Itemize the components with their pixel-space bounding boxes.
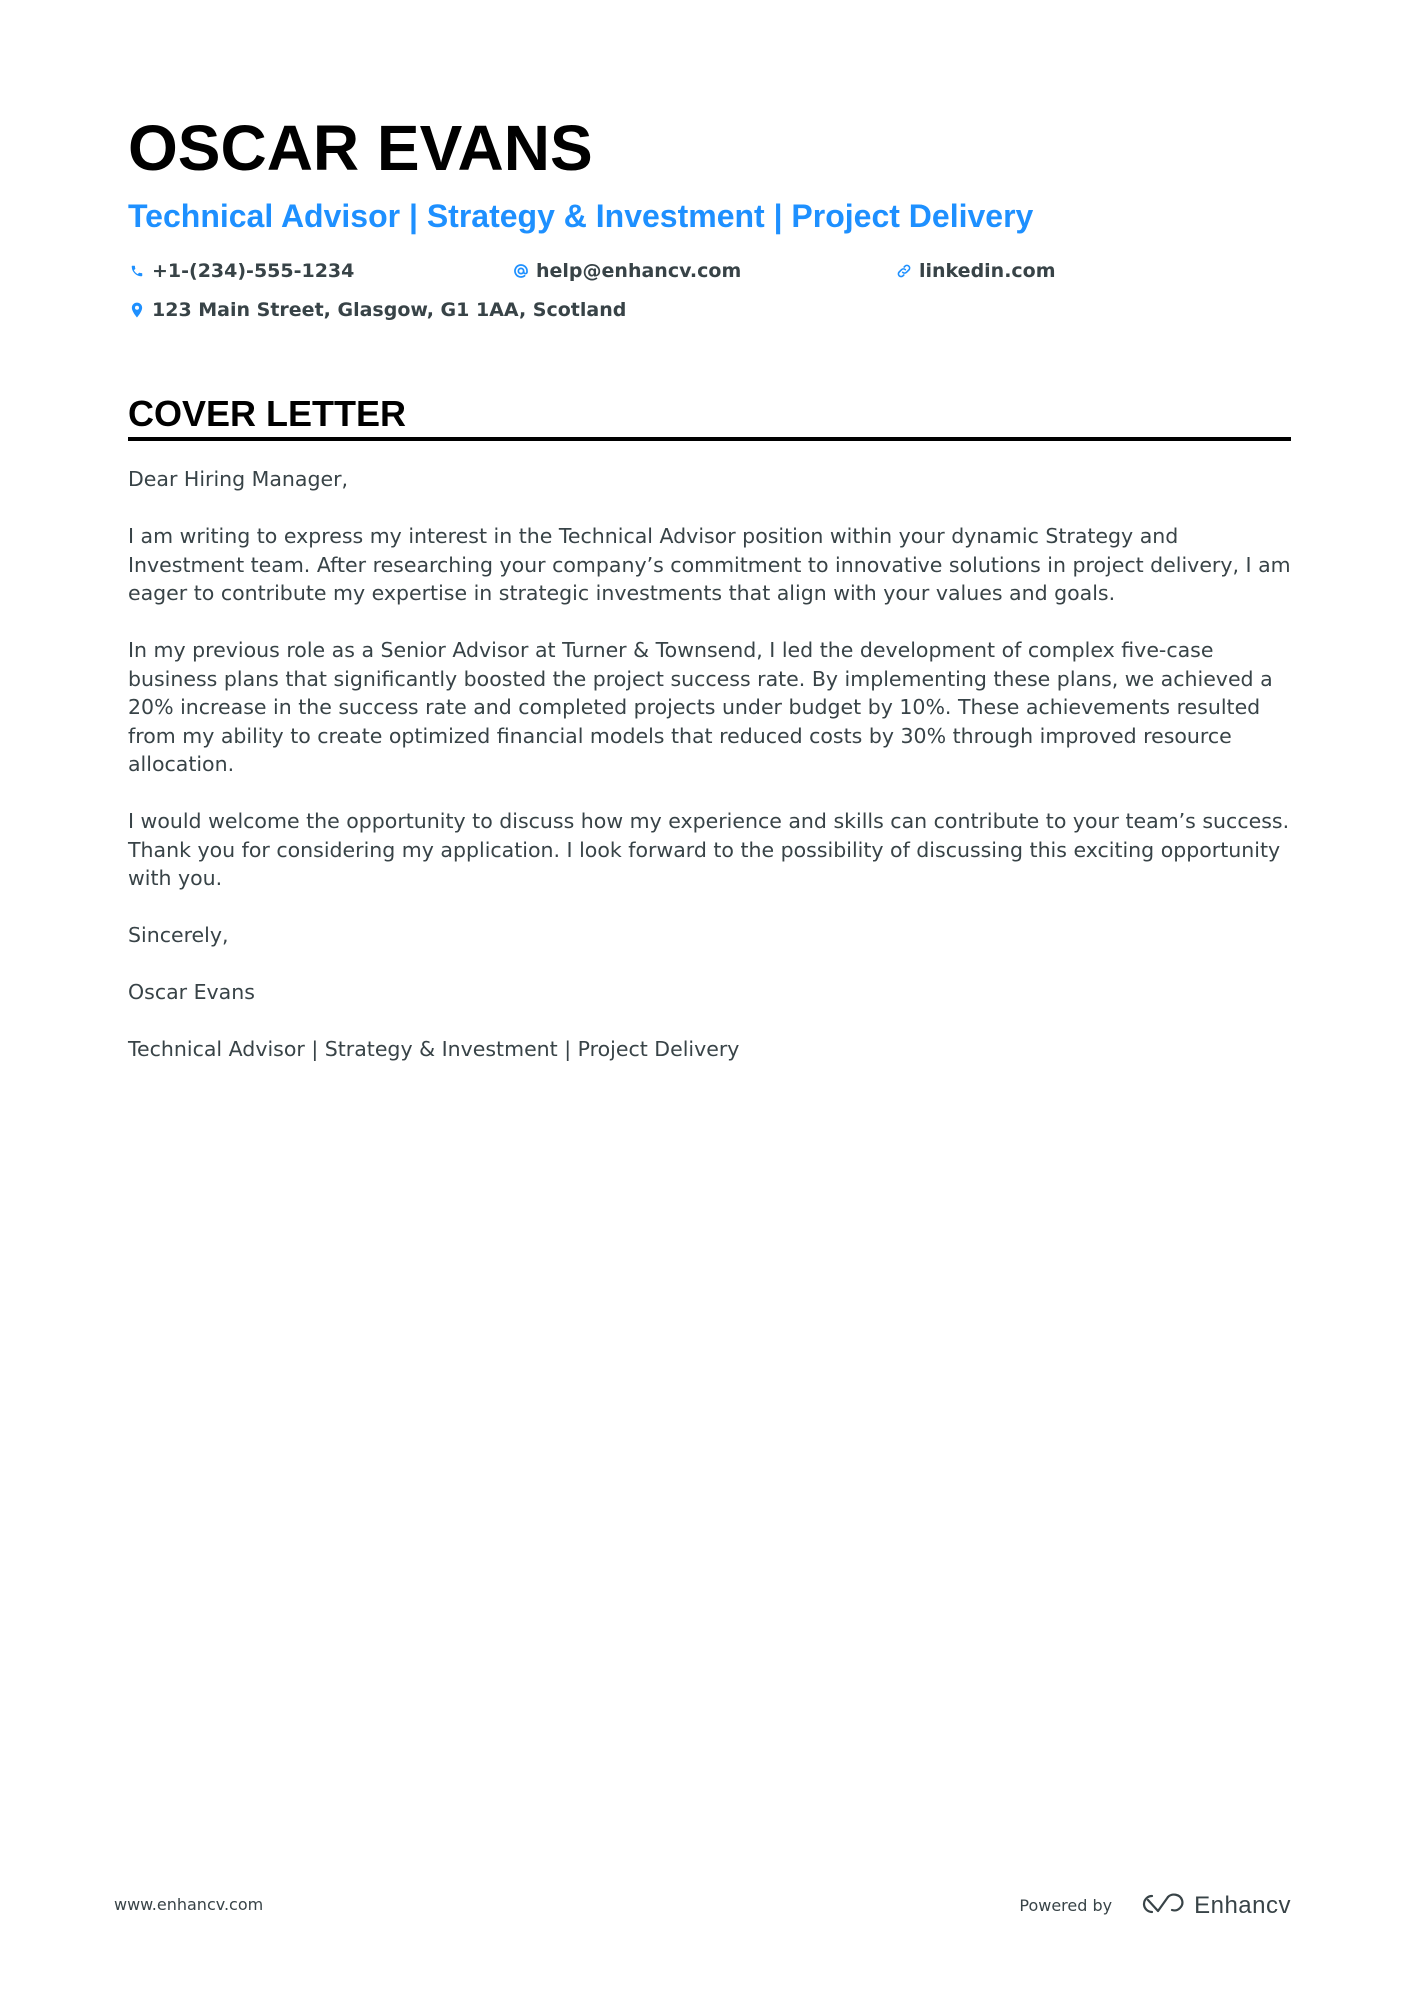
phone-text: +1-(234)-555-1234 — [152, 260, 355, 282]
resume-header — [128, 108, 1291, 334]
letter-paragraph: I am writing to express my interest in the Technical Advisor position within your dynamic Strategy and Investment team. After researching your company’s commitment to innovative solutions in project delivery, I am eager to contribute my expertise in strategic investments that align with your values and goals. — [128, 524, 1291, 605]
letter-signature: Oscar Evans — [128, 980, 255, 1004]
section-divider — [128, 437, 1291, 441]
letter-closing: Sincerely, — [128, 923, 229, 947]
contact-phone — [128, 258, 354, 284]
linkedin-text[interactable]: linkedin.com — [919, 260, 1056, 282]
letter-paragraph: I would welcome the opportunity to discuss how my experience and skills can contribute to your team’s success. Thank you for considering my application. I look forward to the possibility of discussing this exciting opportunity with you. — [128, 809, 1290, 890]
contact-info — [128, 248, 1291, 334]
brand-name: Enhancv — [1194, 1892, 1291, 1919]
contact-email[interactable] — [512, 258, 741, 284]
enhancv-logo-icon — [1138, 1891, 1186, 1921]
phone-icon — [128, 262, 146, 280]
powered-by-label: Powered by — [1019, 1896, 1113, 1915]
candidate-name: OSCAR EVANS — [128, 112, 593, 184]
candidate-headline: Technical Advisor | Strategy & Investment | Project Delivery — [128, 198, 1034, 234]
brand-logo[interactable] — [1138, 1891, 1291, 1921]
letter-signature-title: Technical Advisor | Strategy & Investment | Project Delivery — [128, 1037, 740, 1061]
letter-body — [128, 465, 1291, 1064]
letter-paragraph: In my previous role as a Senior Advisor at Turner & Townsend, I led the development of complex five-case business plans that significantly boosted the project success rate. By implementing these plans, we achieved a 20% increase in the success rate and completed projects under budget by 10%. These achievements resulted from my ability to create optimized financial models that reduced costs by 30% through improved resource allocation. — [128, 638, 1273, 776]
section-title: COVER LETTER — [128, 393, 407, 434]
cover-letter-section — [128, 392, 1291, 1092]
link-icon — [895, 262, 913, 280]
contact-linkedin[interactable] — [895, 258, 1056, 284]
address-text: 123 Main Street, Glasgow, G1 1AA, Scotland — [152, 299, 627, 321]
email-text[interactable]: help@enhancv.com — [536, 260, 742, 282]
letter-greeting: Dear Hiring Manager, — [128, 467, 349, 491]
at-icon — [512, 262, 530, 280]
contact-address — [128, 297, 626, 323]
footer-website[interactable]: www.enhancv.com — [114, 1895, 264, 1914]
footer-branding — [1019, 1891, 1291, 1921]
location-pin-icon — [128, 301, 146, 319]
